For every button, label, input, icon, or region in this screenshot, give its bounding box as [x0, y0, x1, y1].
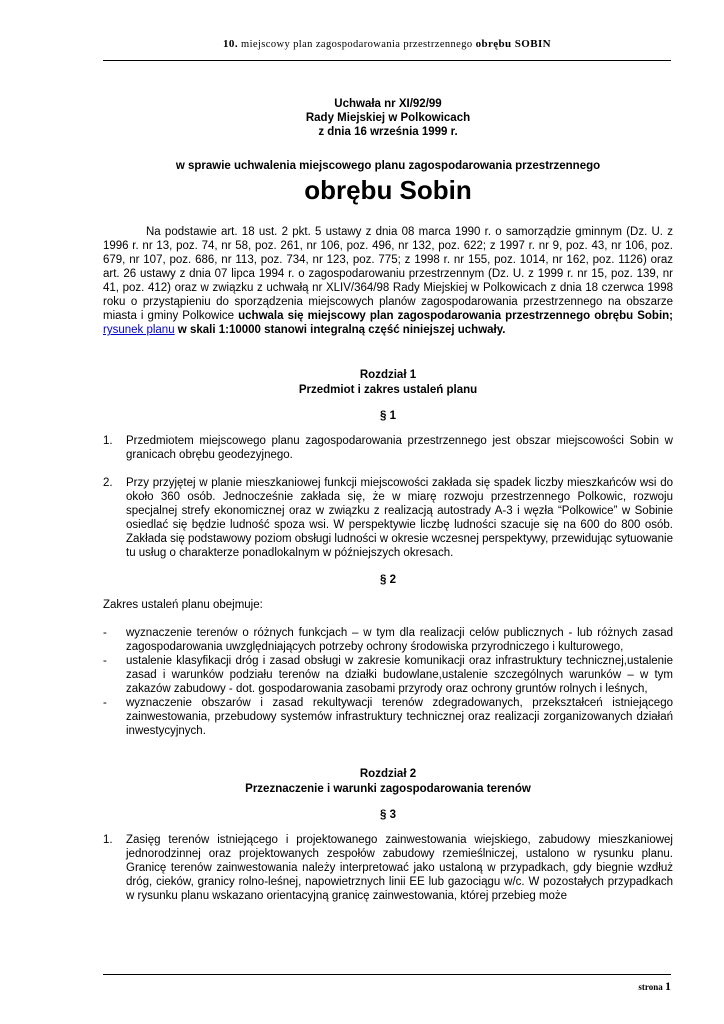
dash-bullet: -: [103, 697, 107, 709]
item-text: wyznaczenie obszarów i zasad rekultywacji terenów zdegradowanych, przekształceń istniejącego zainwestowania, przebudowy systemów infrastruktury technicznej oraz realizacji zorganizowanych działań inwestycyjnych.: [126, 697, 673, 737]
list-item: [103, 833, 673, 903]
section-3-list: [103, 833, 673, 903]
running-header: [103, 38, 671, 61]
intro-bold-2: w skali 1:10000 stanowi integralną część niniejszej uchwały.: [174, 324, 506, 336]
page-number: [638, 979, 671, 994]
intro-plain: Na podstawie art. 18 ust. 2 pkt. 5 ustawy z dnia 08 marca 1990 r. o samorządzie gminnym (Dz. U. z 1996 r. nr 13, poz. 74, nr 58, poz. 261, nr 106, poz. 496, nr 132, poz. 622; z 1997 r. nr 9, poz. 43, nr 106, poz. 679, nr 107, poz. 686, nr 113, poz. 734, nr 123, poz. 775; z 1998 r. nr 155, poz. 1014, nr 162, poz. 1126) oraz art. 26 ustawy z dnia 07 lipca 1994 r. o zagospodarowaniu przestrzennym (Dz. U. z 1999 r. nr 15, poz. 139, nr 41, poz. 412) oraz w związku z uchwałą nr XLIV/364/98 Rady Miejskiej w Polkowicach z dnia 18 czerwca 1998 roku o przystąpieniu do sporządzenia miejscowych planów zagospodarowania przestrzennego na obszarze miasta i gminy Polkowice: [103, 226, 673, 322]
list-item: [103, 476, 673, 560]
resolution-title: [103, 97, 673, 139]
chapter-subtitle: Przeznaczenie i warunki zagospodarowania terenów: [245, 782, 531, 795]
chapter-1-heading: [103, 368, 673, 397]
intro-bold-1: uchwala się miejscowy plan zagospodarowania przestrzennego obrębu Sobin;: [238, 310, 674, 322]
item-text: ustalenie klasyfikacji dróg i zasad obsługi w zakresie komunikacji oraz infrastruktury technicznej,ustalenie zasad i warunków podziału terenów na działki budowlane,ustalenie szczególnych warunków – w tym zakazów zabudowy - dot. gospodarowania zasobami przyrody oraz ochrony gruntów rolnych i leśnych,: [126, 655, 673, 695]
item-number: 1.: [103, 834, 113, 846]
item-text: Przedmiotem miejscowego planu zagospodarowania przestrzennego jest obszar miejscowości Sobin w granicach obrębu geodezyjnego.: [126, 435, 673, 461]
page-value: 1: [665, 979, 671, 993]
resolution-main-title: obrębu Sobin: [304, 175, 472, 205]
section-2-intro: Zakres ustaleń planu obejmuje:: [103, 599, 263, 611]
title-line: z dnia 16 września 1999 r.: [318, 126, 458, 138]
chapter-2-heading: [103, 767, 673, 796]
item-number: 2.: [103, 477, 113, 489]
list-item: [103, 696, 673, 738]
dash-bullet: -: [103, 627, 107, 639]
section-1-list: [103, 434, 673, 560]
section-3-heading: § 3: [380, 809, 396, 821]
chapter-subtitle: Przedmiot i zakres ustaleń planu: [298, 383, 478, 396]
item-number: 1.: [103, 435, 113, 447]
header-bold: obrębu SOBIN: [475, 38, 551, 50]
document-body: [103, 97, 673, 903]
header-number: 10.: [223, 38, 238, 50]
page-footer: [103, 974, 671, 995]
section-2-heading: § 2: [380, 574, 396, 586]
chapter-title: Rozdział 2: [359, 768, 417, 780]
item-text: Przy przyjętej w planie mieszkaniowej funkcji miejscowości zakłada się spadek liczby mieszkańców wsi do około 360 osób. Jednocześnie zakłada się, że w miarę rozwoju przestrzennego Polkowic, rozwoju specjalnej strefy ekonomicznej oraz w związku z realizacją autostrady A-3 i węzła “Polkowice” w Sobinie osiedlać się będzie ludność spoza wsi. W perspektywie liczbę ludności szacuje się na 600 do 800 osób. Zakłada się podstawowy poziom obsługi ludności w okresie wczesnej perspektywy, przewidując sytuowanie tu usług o charakterze ponadlokalnym w późniejszych okresach.: [126, 477, 673, 559]
resolution-subject: w sprawie uchwalenia miejscowego planu zagospodarowania przestrzennego: [175, 160, 601, 172]
chapter-title: Rozdział 1: [359, 369, 417, 381]
list-item: [103, 626, 673, 654]
item-text: Zasięg terenów istniejącego i projektowanego zainwestowania wiejskiego, zabudowy mieszkaniowej jednorodzinnej oraz projektowanych zespołów zabudowy rzemieślniczej, ustalono w rysunku planu. Granicę terenów zainwestowania należy interpretować jako ustaloną w przypadkach, gdy biegnie wzdłuż dróg, cieków, granicy rolno-leśnej, napowietrznych linii EE lub gazociągu w/c. W pozostałych przypadkach w rysunku planu wskazano orientacyjną granicę zainwestowania, której przebieg może: [126, 834, 673, 902]
page-label: strona: [638, 982, 665, 992]
dash-bullet: -: [103, 655, 107, 667]
title-line: Uchwała nr XI/92/99: [334, 98, 442, 110]
list-item: [103, 654, 673, 696]
section-2-list: [103, 626, 673, 738]
plan-drawing-link[interactable]: rysunek planu: [103, 324, 175, 336]
section-1-heading: § 1: [380, 410, 396, 422]
header-text: miejscowy plan zagospodarowania przestrzennego: [237, 39, 476, 50]
title-line: Rady Miejskiej w Polkowicach: [305, 112, 471, 124]
list-item: [103, 434, 673, 462]
item-text: wyznaczenie terenów o różnych funkcjach – w tym dla realizacji celów publicznych - lub różnych zasad zagospodarowania uwzględniających potrzeby ochrony środowiska przyrodniczego i kulturowego,: [126, 627, 673, 653]
intro-paragraph: [103, 225, 673, 337]
